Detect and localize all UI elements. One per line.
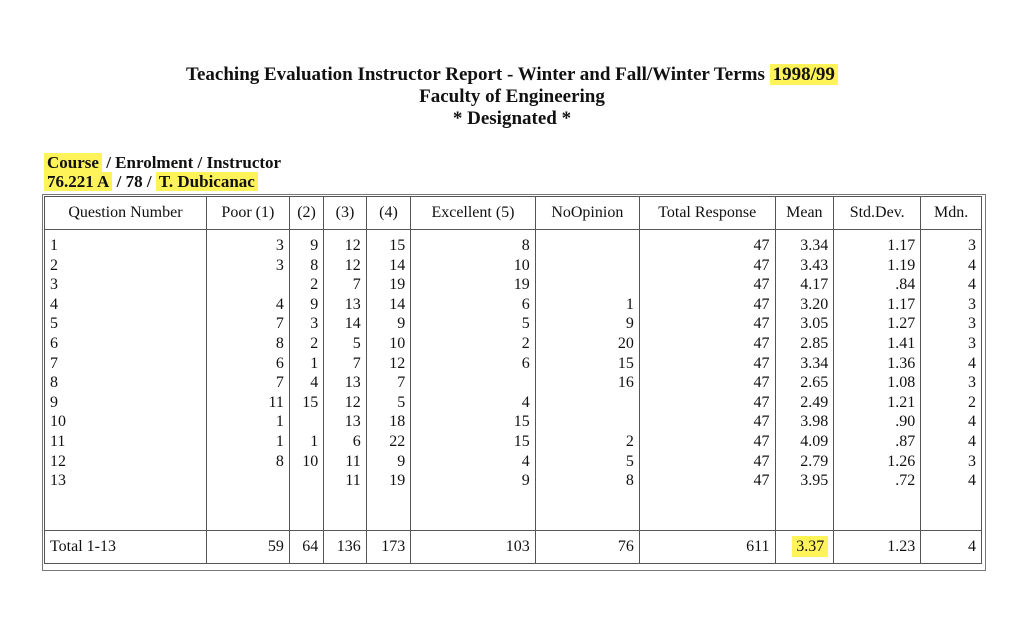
table-cell: 4: [968, 472, 976, 490]
enrolment-value: 78: [125, 172, 143, 191]
course-code-highlight: 76.221 A: [44, 172, 112, 191]
table-cell: 4.09: [800, 432, 829, 450]
table-cell: 19: [389, 472, 406, 490]
table-cell: 4: [310, 374, 319, 392]
table-cell: 3: [968, 374, 976, 392]
column-c3-values: [324, 230, 366, 531]
table-cell: 7: [352, 276, 361, 294]
table-cell: 1: [50, 237, 58, 254]
table-cell: 13: [50, 472, 66, 490]
column-header: (3): [324, 197, 366, 230]
table-cell: 18: [389, 413, 406, 431]
table-cell: .90: [895, 413, 916, 431]
table-cell: [416, 373, 529, 393]
table-cell: 14: [389, 295, 406, 313]
table-cell: 6: [521, 295, 530, 313]
table-cell: 3: [310, 315, 319, 333]
table-cell: 2.49: [800, 393, 829, 411]
table-cell: 8: [521, 237, 530, 254]
table-cell: 15: [302, 393, 319, 411]
table-cell: 7: [275, 374, 284, 392]
column-c5-values: [411, 230, 535, 531]
table-cell: 2: [50, 256, 58, 274]
table-cell: 1.17: [887, 237, 916, 254]
table-cell: 3: [968, 237, 976, 254]
column-c4-values: [366, 230, 411, 531]
table-cell: 9: [50, 393, 58, 411]
table-cell: 3.43: [800, 256, 829, 274]
table-cell: [541, 256, 634, 276]
total-c3-cell: 136: [324, 531, 366, 564]
table-cell: .84: [895, 276, 916, 294]
table-cell: [212, 275, 284, 295]
table-cell: 2.85: [800, 334, 829, 352]
total-c4-cell: 173: [366, 531, 411, 564]
table-cell: 4: [50, 295, 58, 313]
column-total-values: [639, 230, 775, 531]
table-cell: 11: [345, 452, 361, 470]
table-cell: 13: [344, 413, 361, 431]
total-no-cell: 76: [535, 531, 639, 564]
table-cell: 19: [513, 276, 530, 294]
table-cell: 4: [275, 295, 284, 313]
total-c5-cell: 103: [411, 531, 535, 564]
table-cell: 11: [50, 432, 66, 450]
column-no-values: [535, 230, 639, 531]
table-cell: 1.17: [887, 295, 916, 313]
table-cell: 12: [344, 237, 361, 254]
table-cell: 10: [389, 334, 406, 352]
course-label-highlight: Course: [44, 153, 102, 172]
table-cell: 7: [397, 374, 406, 392]
year-highlight: 1998/99: [770, 64, 838, 85]
total-mdn-cell: 4: [921, 531, 982, 564]
column-header: Total Response: [639, 197, 775, 230]
table-cell: 47: [753, 295, 770, 313]
table-cell: 5: [397, 393, 406, 411]
table-cell: 9: [397, 315, 406, 333]
table-cell: 1.41: [887, 334, 916, 352]
course-header: [44, 153, 281, 191]
totals-row: [45, 531, 982, 564]
table-cell: 12: [50, 452, 66, 470]
table-cell: 3.34: [800, 237, 829, 254]
table-cell: 47: [753, 315, 770, 333]
table-cell: 4: [521, 452, 530, 470]
table-cell: 3: [50, 276, 58, 294]
table-cell: 1.21: [887, 393, 916, 411]
table-cell: 1: [625, 295, 634, 313]
table-cell: 10: [302, 452, 319, 470]
table-cell: 16: [617, 374, 634, 392]
table-cell: 13: [344, 295, 361, 313]
designated-line: * Designated *: [452, 108, 572, 129]
table-cell: 9: [310, 237, 319, 254]
instructor-highlight: T. Dubicanac: [156, 172, 258, 191]
table-cell: 47: [753, 334, 770, 352]
table-cell: [541, 236, 634, 256]
table-cell: 4: [968, 256, 976, 274]
table-cell: 2: [968, 393, 976, 411]
table-cell: 1: [310, 354, 319, 372]
table-cell: 20: [617, 334, 634, 352]
table-cell: 47: [753, 472, 770, 490]
table-cell: 5: [521, 315, 530, 333]
table-cell: 1: [310, 432, 319, 450]
table-cell: 15: [617, 354, 634, 372]
table-cell: 47: [753, 354, 770, 372]
table-cell: 14: [344, 315, 361, 333]
column-header: Mean: [775, 197, 834, 230]
table-cell: 3: [968, 315, 976, 333]
table-cell: 6: [275, 354, 284, 372]
table-cell: 10: [513, 256, 530, 274]
total-mean-highlight: 3.37: [792, 536, 828, 557]
table-cell: 4: [521, 393, 530, 411]
column-header: Excellent (5): [411, 197, 535, 230]
table-cell: 15: [389, 237, 406, 254]
question-rows: [45, 230, 982, 531]
table-cell: .72: [895, 472, 916, 490]
total-c1-cell: 59: [206, 531, 289, 564]
table-cell: 47: [753, 256, 770, 274]
header-row: [45, 197, 982, 230]
table-cell: 1: [275, 413, 284, 431]
table-cell: 12: [344, 256, 361, 274]
table-cell: 19: [389, 276, 406, 294]
course-labels: Course / Enrolment / Instructor: [44, 153, 281, 172]
table-cell: 4: [968, 354, 976, 372]
column-header: Question Number: [45, 197, 207, 230]
table-cell: 22: [389, 432, 406, 450]
table-cell: 3: [275, 237, 284, 254]
table-cell: 5: [625, 452, 634, 470]
table-cell: 47: [753, 276, 770, 294]
table-cell: 3: [968, 452, 976, 470]
table-cell: 4: [968, 276, 976, 294]
table-cell: 11: [345, 472, 361, 490]
table-cell: 8: [275, 334, 284, 352]
column-header: Mdn.: [921, 197, 982, 230]
column-c2-values: [289, 230, 323, 531]
table-cell: 4.17: [800, 276, 829, 294]
table-cell: 2.65: [800, 374, 829, 392]
column-mdn-values: [921, 230, 982, 531]
table-cell: 6: [521, 354, 530, 372]
report-title: [0, 64, 1024, 130]
total-mean-cell: [775, 531, 834, 564]
table-cell: 1.27: [887, 315, 916, 333]
table-cell: 4: [968, 413, 976, 431]
table-cell: 7: [50, 354, 58, 372]
table-cell: [212, 471, 284, 491]
table-cell: 10: [50, 413, 66, 431]
table-cell: 3.05: [800, 315, 829, 333]
table-cell: 47: [753, 393, 770, 411]
table-cell: [541, 412, 634, 432]
table-cell: 8: [50, 374, 58, 392]
table-cell: 3.34: [800, 354, 829, 372]
table-cell: 3: [275, 256, 284, 274]
table-cell: 5: [50, 315, 58, 333]
table-cell: 2.79: [800, 452, 829, 470]
table-cell: 7: [352, 354, 361, 372]
table-cell: 9: [625, 315, 634, 333]
table-cell: 9: [521, 472, 530, 490]
table-cell: 3: [968, 334, 976, 352]
column-mean-values: [775, 230, 834, 531]
table-cell: 1.08: [887, 374, 916, 392]
table-cell: [541, 393, 634, 413]
total-sd-cell: 1.23: [834, 531, 921, 564]
table-cell: 9: [310, 295, 319, 313]
table-cell: 3.20: [800, 295, 829, 313]
column-sd-values: [834, 230, 921, 531]
column-header: NoOpinion: [535, 197, 639, 230]
table-cell: 8: [275, 452, 284, 470]
table-cell: [541, 275, 634, 295]
table-cell: 47: [753, 432, 770, 450]
table-cell: 1.19: [887, 256, 916, 274]
table-cell: 8: [625, 472, 634, 490]
table-cell: 6: [352, 432, 361, 450]
table-cell: 1.26: [887, 452, 916, 470]
table-cell: 11: [268, 393, 284, 411]
table-cell: 6: [50, 334, 58, 352]
total-c2-cell: 64: [289, 531, 323, 564]
table-cell: 7: [275, 315, 284, 333]
table-cell: 3.98: [800, 413, 829, 431]
table-cell: 15: [513, 413, 530, 431]
table-cell: 5: [352, 334, 361, 352]
table-cell: 15: [513, 432, 530, 450]
table-cell: 47: [753, 374, 770, 392]
table-cell: 4: [968, 432, 976, 450]
table-cell: .87: [895, 432, 916, 450]
table-cell: 47: [753, 452, 770, 470]
table-cell: 9: [397, 452, 406, 470]
table-cell: 2: [625, 432, 634, 450]
table-cell: 12: [389, 354, 406, 372]
table-cell: 14: [389, 256, 406, 274]
title-line-1: Teaching Evaluation Instructor Report - Winter and Fall/Winter Terms 1998/99: [0, 64, 1024, 86]
column-q-values: [45, 230, 207, 531]
table-cell: 3.95: [800, 472, 829, 490]
total-total-cell: 611: [639, 531, 775, 564]
table-cell: 1: [275, 432, 284, 450]
column-header: (2): [289, 197, 323, 230]
table-cell: 47: [753, 413, 770, 431]
course-values: 76.221 A / 78 / T. Dubicanac: [44, 172, 281, 191]
evaluation-table: [44, 196, 982, 564]
table-cell: 2: [521, 334, 530, 352]
table-cell: 8: [310, 256, 319, 274]
table-cell: 47: [753, 237, 770, 254]
column-header: Std.Dev.: [834, 197, 921, 230]
total-label-cell: Total 1-13: [45, 531, 207, 564]
column-c1-values: [206, 230, 289, 531]
table-cell: 12: [344, 393, 361, 411]
table-cell: [295, 412, 318, 432]
table-cell: 3: [968, 295, 976, 313]
column-header: Poor (1): [206, 197, 289, 230]
table-cell: [295, 471, 318, 491]
table-cell: 13: [344, 374, 361, 392]
table-cell: 2: [310, 334, 319, 352]
table-cell: 2: [310, 276, 319, 294]
faculty-line: Faculty of Engineering: [419, 86, 605, 107]
column-header: (4): [366, 197, 411, 230]
table-cell: 1.36: [887, 354, 916, 372]
